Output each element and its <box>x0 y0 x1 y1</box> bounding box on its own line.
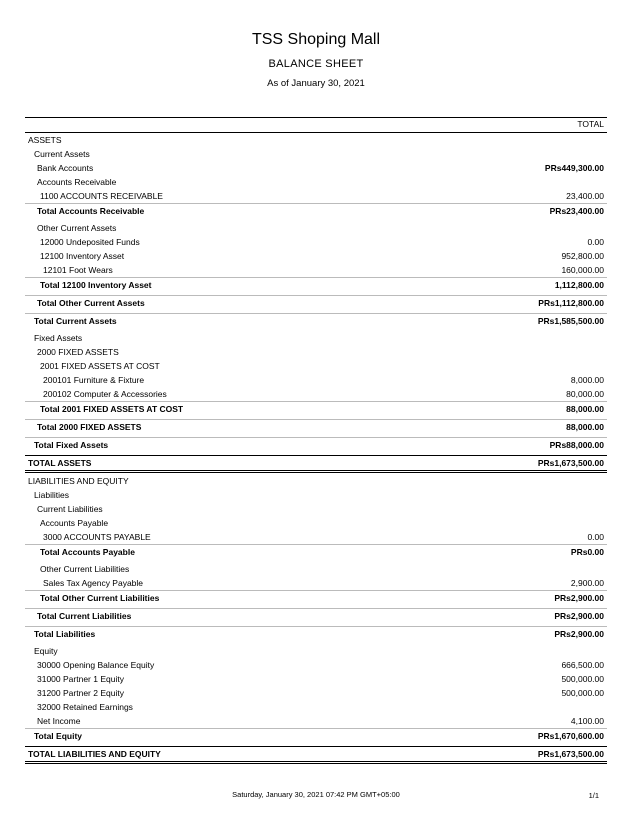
row-label: LIABILITIES AND EQUITY <box>28 476 129 486</box>
row-label: Liabilities <box>34 490 69 500</box>
table-row <box>25 175 607 189</box>
row-amount: 0.00 <box>587 237 604 247</box>
row-label: 32000 Retained Earnings <box>37 702 133 712</box>
table-row <box>25 590 607 606</box>
row-label: Current Liabilities <box>37 504 103 514</box>
row-label: Total Current Liabilities <box>37 611 132 621</box>
table-row <box>25 700 607 714</box>
row-amount: PRs1,670,600.00 <box>537 731 604 741</box>
report-title: BALANCE SHEET <box>268 58 364 70</box>
company-name: TSS Shoping Mall <box>251 31 381 48</box>
row-label: Total Accounts Receivable <box>37 206 145 216</box>
row-amount: 88,000.00 <box>566 422 604 432</box>
row-amount: PRs2,900.00 <box>554 629 604 639</box>
row-amount: 88,000.00 <box>566 404 604 414</box>
table-row <box>25 714 607 728</box>
row-label: 12101 Foot Wears <box>43 265 113 275</box>
table-row <box>25 516 607 530</box>
report-footer: Saturday, January 30, 2021 07:42 PM GMT+05:00 <box>232 790 400 799</box>
row-amount: PRs2,900.00 <box>554 593 604 603</box>
row-label: 3000 ACCOUNTS PAYABLE <box>43 532 151 542</box>
row-amount: 0.00 <box>587 532 604 542</box>
row-label: Accounts Payable <box>40 518 109 528</box>
table-row <box>25 488 607 502</box>
row-amount: 500,000.00 <box>561 688 604 698</box>
table-row <box>25 672 607 686</box>
row-label: 12100 Inventory Asset <box>40 251 125 261</box>
report-date: As of January 30, 2021 <box>267 78 365 89</box>
column-header <box>25 117 607 133</box>
row-amount: PRs23,400.00 <box>549 206 604 216</box>
row-amount: 160,000.00 <box>561 265 604 275</box>
row-label: Current Assets <box>34 149 90 159</box>
row-label: Total 2000 FIXED ASSETS <box>37 422 142 432</box>
row-label: 30000 Opening Balance Equity <box>37 660 155 670</box>
row-amount: 666,500.00 <box>561 660 604 670</box>
row-label: Total Fixed Assets <box>34 440 109 450</box>
table-row <box>25 530 607 544</box>
table-row <box>25 544 607 560</box>
row-amount: PRs1,673,500.00 <box>537 458 604 468</box>
balance-sheet-table <box>25 117 607 765</box>
row-label: 2000 FIXED ASSETS <box>37 347 119 357</box>
row-label: Bank Accounts <box>37 163 94 173</box>
row-amount: 2,900.00 <box>570 578 604 588</box>
row-amount: 23,400.00 <box>566 191 604 201</box>
table-row <box>25 502 607 516</box>
table-row <box>25 373 607 387</box>
row-label: TOTAL ASSETS <box>28 458 92 468</box>
row-label: Net Income <box>37 716 81 726</box>
row-amount: PRs2,900.00 <box>554 611 604 621</box>
row-label: 200101 Furniture & Fixture <box>43 375 145 385</box>
row-amount: PRs449,300.00 <box>544 163 604 173</box>
row-label: 31000 Partner 1 Equity <box>37 674 124 684</box>
page-number: 1/1 <box>588 791 599 800</box>
row-label: Total 2001 FIXED ASSETS AT COST <box>40 404 184 414</box>
row-amount: 8,000.00 <box>570 375 604 385</box>
table-row <box>25 203 607 219</box>
table-row <box>25 686 607 700</box>
row-label: ASSETS <box>28 135 62 145</box>
row-label: Fixed Assets <box>34 333 83 343</box>
row-label: Total Liabilities <box>34 629 96 639</box>
table-row <box>25 608 607 624</box>
row-label: Total Equity <box>34 731 83 741</box>
row-label: 1100 ACCOUNTS RECEIVABLE <box>40 191 163 201</box>
table-row <box>25 359 607 373</box>
row-amount: 500,000.00 <box>561 674 604 684</box>
table-row <box>25 387 607 401</box>
row-label: Equity <box>34 646 58 656</box>
row-label: Total 12100 Inventory Asset <box>40 280 152 290</box>
table-row <box>25 147 607 161</box>
table-row <box>25 235 607 249</box>
table-row <box>25 644 607 658</box>
table-row <box>25 658 607 672</box>
table-row <box>25 133 607 147</box>
table-row <box>25 221 607 235</box>
total-column-label: TOTAL <box>577 119 604 129</box>
row-label: Total Other Current Assets <box>37 298 145 308</box>
row-label: Total Accounts Payable <box>40 547 135 557</box>
row-label: Total Other Current Liabilities <box>40 593 160 603</box>
row-amount: 1,112,800.00 <box>554 280 604 290</box>
table-row <box>25 576 607 590</box>
table-row <box>25 263 607 277</box>
table-body <box>25 133 607 764</box>
table-row <box>25 455 607 473</box>
table-row <box>25 249 607 263</box>
table-row <box>25 401 607 417</box>
row-amount: 80,000.00 <box>566 389 604 399</box>
table-row <box>25 728 607 744</box>
row-label: 2001 FIXED ASSETS AT COST <box>40 361 160 371</box>
row-amount: PRs1,673,500.00 <box>537 749 604 759</box>
row-label: 31200 Partner 2 Equity <box>37 688 124 698</box>
table-row <box>25 161 607 175</box>
table-row <box>25 345 607 359</box>
row-label: 200102 Computer & Accessories <box>43 389 167 399</box>
table-row <box>25 562 607 576</box>
row-label: Sales Tax Agency Payable <box>43 578 144 588</box>
table-row <box>25 313 607 329</box>
table-row <box>25 331 607 345</box>
row-amount: PRs1,585,500.00 <box>537 316 604 326</box>
row-label: Accounts Receivable <box>37 177 117 187</box>
row-label: 12000 Undeposited Funds <box>40 237 140 247</box>
row-amount: PRs88,000.00 <box>549 440 604 450</box>
row-label: Other Current Assets <box>37 223 117 233</box>
row-label: Other Current Liabilities <box>40 564 130 574</box>
row-label: TOTAL LIABILITIES AND EQUITY <box>28 749 161 759</box>
row-amount: 4,100.00 <box>570 716 604 726</box>
row-amount: PRs1,112,800.00 <box>538 298 604 308</box>
table-row <box>25 295 607 311</box>
row-label: Total Current Assets <box>34 316 117 326</box>
table-row <box>25 626 607 642</box>
row-amount: PRs0.00 <box>570 547 604 557</box>
table-row <box>25 746 607 764</box>
table-row <box>25 437 607 453</box>
table-row <box>25 419 607 435</box>
row-amount: 952,800.00 <box>561 251 604 261</box>
table-row <box>25 277 607 293</box>
table-row <box>25 189 607 203</box>
table-row <box>25 474 607 488</box>
